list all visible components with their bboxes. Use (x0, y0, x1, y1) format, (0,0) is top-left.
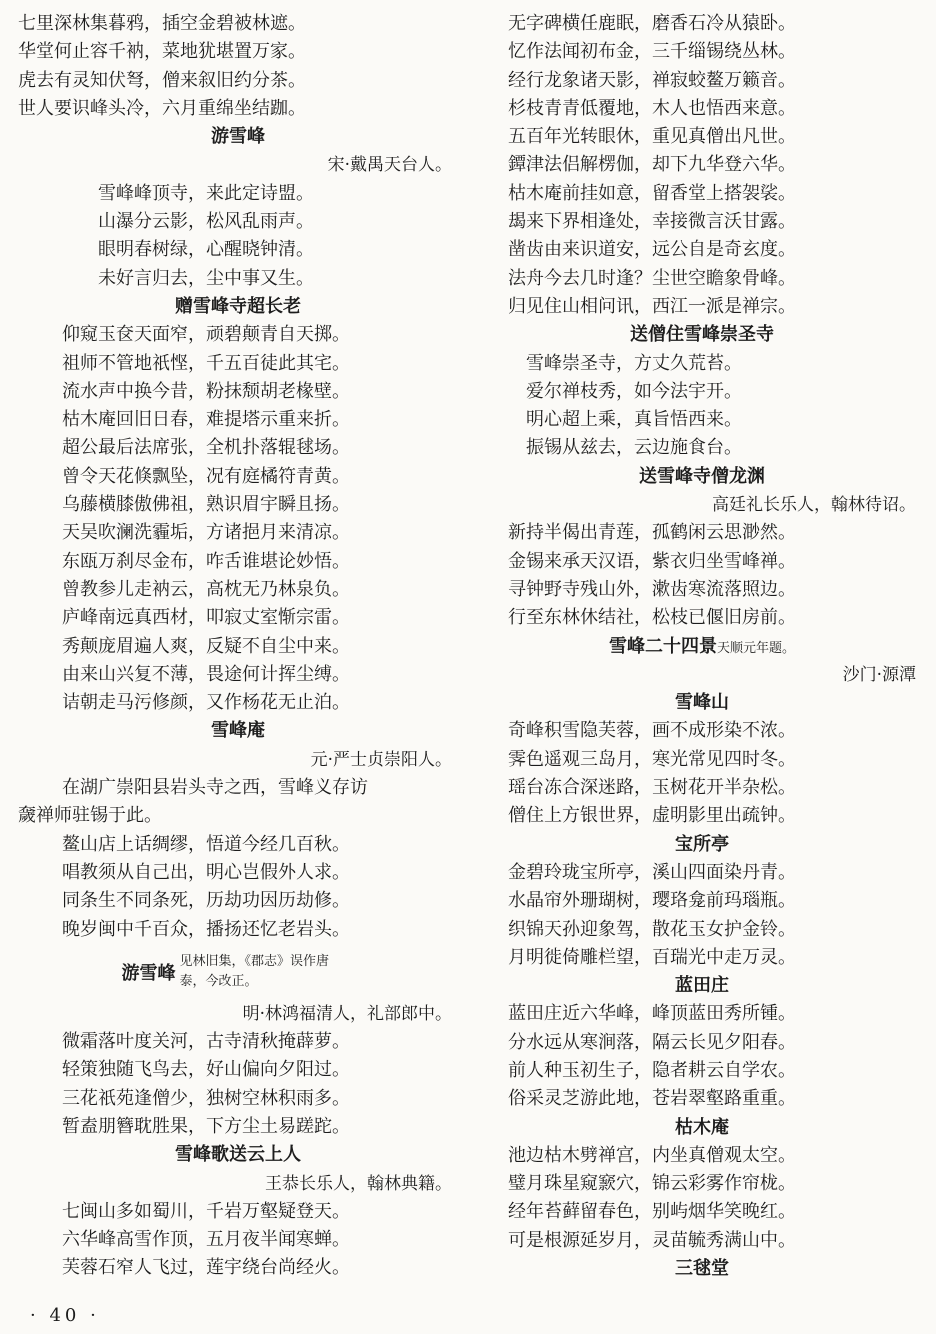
verse-line: 山瀑分云影，松风乱雨声。 (98, 211, 314, 233)
poem-zeng-chao-zhanglao (18, 293, 458, 717)
poem-title: 三毬堂 (675, 1258, 729, 1280)
poem-title: 送雪峰寺僧龙渊 (639, 465, 765, 487)
prose-line: 在湖广崇阳县岩头寺之西，雪峰义存访 (62, 777, 368, 799)
verse-line: 鳌山店上话绸缪，悟道今经几百秋。 (62, 833, 350, 855)
verse-line: 僧住上方银世界，虚明影里出疏钟。 (508, 805, 796, 827)
verse-line: 庐峰南远真西材，叩寂丈室惭宗雷。 (62, 607, 350, 629)
verse-line: 东瓯万刹尽金布，咋舌谁堪论妙悟。 (62, 550, 350, 572)
poem-baosuo-ting (482, 831, 922, 972)
verse-line: 金锡来承天汉语，紫衣归坐雪峰禅。 (508, 550, 796, 572)
verse-line: 经年苔藓留春色，别屿烟华笑晚红。 (508, 1201, 796, 1223)
poem-you-xuefeng-ming (18, 944, 458, 1141)
verse-line: 眼明春树绿，心醒晓钟清。 (98, 239, 314, 261)
poem-title: 赠雪峰寺超长老 (175, 295, 301, 317)
poem-author: 元·严士贞崇阳人。 (310, 749, 452, 770)
verse-line: 瑶台冻合深迷路，玉树花开半杂松。 (508, 777, 796, 799)
verse-line: 枯木庵前挂如意，留香堂上搭袈裟。 (508, 182, 796, 204)
verse-line: 忆作法闻初布金，三千缁锡绕丛林。 (508, 41, 796, 63)
verse-line: 池边枯木劈禅宫，内坐真僧观太空。 (508, 1144, 796, 1166)
verse-line: 行至东林休结社，松枝已偃旧房前。 (508, 607, 796, 629)
verse-line: 俗采灵芝游此地，苍岩翠壑路重重。 (508, 1088, 796, 1110)
verse-line: 世人要识峰头冷，六月重绵坐结跏。 (18, 97, 306, 119)
verse-line: 霁色遥观三岛月，寒光常见四时冬。 (508, 748, 796, 770)
verse-line: 振锡从兹去，云边施食台。 (526, 437, 742, 459)
poem-title: 雪峰山 (675, 692, 729, 714)
verse-line: 五百年光转眼休，重见真僧出凡世。 (508, 126, 796, 148)
verse-line: 轻策独随飞鸟去，好山偏向夕阳过。 (62, 1059, 350, 1081)
verse-line: 仰窥玉奁天面窄，顽碧颠青自天掷。 (62, 324, 350, 346)
verse-line: 唱教须从自己出，明心岂假外人求。 (62, 861, 350, 883)
verse-line: 凿齿由来识道安，远公自是奇玄度。 (508, 239, 796, 261)
poem-title: 雪峰庵 (211, 720, 265, 742)
poem-lantian-zhuang (482, 972, 922, 1113)
verse-line: 六华峰高雪作顶，五月夜半闻寒蝉。 (62, 1229, 350, 1251)
poem-title: 送僧住雪峰崇圣寺 (630, 324, 774, 346)
verse-line: 无字碑横任鹿眠，磨香石冷从猿卧。 (508, 13, 796, 34)
poem-sanqiu-tang (482, 1255, 922, 1283)
verse-line: 曾令天花倏飘坠，况有庭橘符青黄。 (62, 465, 350, 487)
verse-line: 经行龙象诸天影，禅寂蛟鳌万籁音。 (508, 69, 796, 91)
poem-song-longyuan (482, 463, 922, 633)
verse-line: 雪峰峰顶寺，来此定诗盟。 (98, 182, 314, 204)
left-column (18, 10, 458, 1283)
verse-line: 暂盍朋簪耽胜果，下方尘土易蹉跎。 (62, 1115, 350, 1137)
verse-line: 天吴吹澜洗霾垢，方诸挹月来清凉。 (62, 522, 350, 544)
right-column (482, 10, 922, 1283)
verse-line: 超公最后法席张，全机扑落辊毬场。 (62, 437, 350, 459)
verse-line: 寻钟野寺残山外，漱齿寒流落照边。 (508, 578, 796, 600)
verse-line: 虎去有灵知伏弩，僧来叙旧约分茶。 (18, 69, 306, 91)
page-number: · 40 · (30, 1305, 100, 1326)
poem-author: 明·林鸿福清人，礼部郎中。 (242, 1003, 452, 1024)
poem-title: 枯木庵 (675, 1116, 729, 1138)
verse-line: 同条生不同条死，历劫功因历劫修。 (62, 890, 350, 912)
verse-line: 朅来下界相逢处，幸接微言沃甘露。 (508, 211, 796, 233)
verse-line: 归见住山相问讯，西江一派是禅宗。 (508, 295, 796, 317)
verse-line: 爱尔禅枝秀，如今法宇开。 (526, 380, 742, 402)
poem-author: 宋·戴禺天台人。 (327, 155, 452, 176)
poem-24-views (482, 633, 922, 690)
verse-line: 乌藤横膝傲佛祖，熟识眉宇瞬且扬。 (62, 494, 350, 516)
verse-line: 枯木庵回旧日春，难提塔示重来折。 (62, 409, 350, 431)
poem-xuefeng-ge (18, 1141, 458, 1282)
verse-line: 流水声中换今昔，粉抹颓胡老椽壁。 (62, 380, 350, 402)
poem-title: 蓝田庄 (675, 975, 729, 997)
poem-author: 高廷礼长乐人，翰林待诏。 (712, 495, 916, 516)
verse-line: 雪峰崇圣寺，方丈久荒苔。 (526, 352, 742, 374)
poem-title-text: 雪峰二十四景 (608, 635, 717, 657)
verse-line: 水晶帘外珊瑚树，璎珞龛前玛瑙瓶。 (508, 890, 796, 912)
verse-line: 明心超上乘，真旨悟西来。 (526, 409, 742, 431)
verse-line: 华堂何止容千衲，菜地犹堪置万家。 (18, 41, 306, 63)
verse-line: 法舟今去几时逢？尘世空瞻象骨峰。 (508, 267, 796, 289)
poem-title-note: 见林旧集，《郡志》误作唐泰，今改正。 (179, 953, 330, 989)
poem-title: 宝所亭 (675, 833, 729, 855)
poem-title (482, 633, 922, 661)
poem-xuefeng-an (18, 717, 458, 943)
verse-line: 芙蓉石窄人飞过，莲宇绕台尚经火。 (62, 1257, 350, 1279)
poem-song-seng-chongsheng (482, 321, 922, 462)
verse-line: 璧月珠星窥窾穴，锦云彩雾作帘栊。 (508, 1173, 796, 1195)
poem-title: 游雪峰 (211, 126, 265, 148)
prose-line: 奯禅师驻锡于此。 (18, 805, 162, 827)
poem-title-note: 天顺元年题。 (716, 640, 795, 656)
verse-line: 织锦天孙迎象驾，散花玉女护金铃。 (508, 918, 796, 940)
poem-author: 王恭长乐人，翰林典籍。 (265, 1173, 452, 1194)
verse-line: 七闽山多如蜀川，千岩万壑疑登天。 (62, 1200, 350, 1222)
poem-author: 沙门·源潭 (842, 664, 916, 685)
verse-line: 七里深林集暮鸦，插空金碧被林遮。 (18, 13, 306, 34)
verse-line: 诘朝走马污修颜，又作杨花无止泊。 (62, 692, 350, 714)
poem-title: 游雪峰 (121, 962, 176, 984)
verse-line: 可是根源延岁月，灵苗毓秀满山中。 (508, 1229, 796, 1251)
poem-you-xuefeng-song (18, 123, 458, 293)
verse-line: 三花祇苑逢僧少，独树空林积雨多。 (62, 1087, 350, 1109)
verse-line: 鐔津法侣解楞伽，却下九华登六华。 (508, 154, 796, 176)
poem-kumu-an (482, 1114, 922, 1255)
verse-line: 未好言归去，尘中事又生。 (98, 267, 314, 289)
verse-line: 秀颠庞眉遍人爽，反疑不自尘中来。 (62, 635, 350, 657)
verse-line: 奇峰积雪隐芙蓉，画不成形染不浓。 (508, 720, 796, 742)
verse-line: 前人种玉初生子，隐者耕云自学农。 (508, 1059, 796, 1081)
left-block1 (18, 10, 458, 123)
verse-line: 月明徙倚雕栏望，百瑞光中走万灵。 (508, 946, 796, 968)
poem-title-with-note (18, 944, 458, 1000)
verse-line: 杉枝青青低覆地，木人也悟西来意。 (508, 97, 796, 119)
verse-line: 祖师不管地祇悭，千五百徒此其宅。 (62, 352, 350, 374)
verse-line: 由来山兴复不薄，畏途何计挥尘缚。 (62, 663, 350, 685)
verse-line: 曾教参儿走衲云，高枕无乃林泉负。 (62, 578, 350, 600)
poem-title: 雪峰歌送云上人 (175, 1144, 301, 1166)
verse-line: 分水远从寒涧落，隔云长见夕阳春。 (508, 1031, 796, 1053)
verse-line: 蓝田庄近六华峰，峰顶蓝田秀所锺。 (508, 1003, 796, 1025)
verse-line: 新持半偈出青莲，孤鹤闲云思渺然。 (508, 522, 796, 544)
verse-line: 金碧玲珑宝所亭，溪山四面染丹青。 (508, 861, 796, 883)
verse-line: 晚岁闽中千百众，播扬还忆老岩头。 (62, 918, 350, 940)
poem-xuefeng-shan (482, 689, 922, 830)
verse-line: 微霜落叶度关河，古寺清秋掩薜萝。 (62, 1031, 350, 1053)
right-block1 (482, 10, 922, 321)
